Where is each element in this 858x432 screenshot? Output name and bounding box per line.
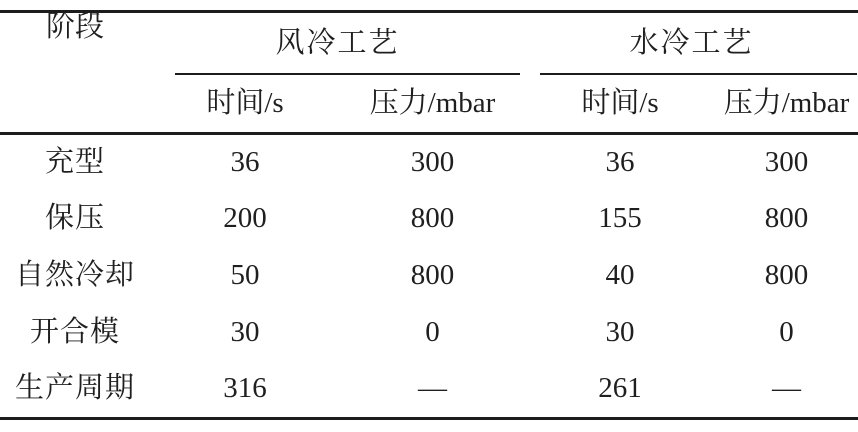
- process-parameters-table: [0, 10, 858, 420]
- spanner-rule-water-cooling: [540, 73, 857, 75]
- row-stage: 自然冷却: [14, 259, 135, 291]
- row-stage: 充型: [44, 145, 105, 178]
- cell-ac-time: 316: [223, 372, 267, 405]
- group-header-water-cooling: [525, 12, 858, 76]
- cell-ac-time: 50: [230, 259, 260, 291]
- process-parameters-table-wrap: [0, 10, 858, 420]
- cell-wc-time: 40: [605, 259, 635, 291]
- cell-ac-time: 30: [230, 316, 260, 348]
- group-label-air-cooling: 风冷工艺: [275, 26, 400, 59]
- row-stage: 保压: [44, 202, 105, 234]
- table-row-filling: [0, 133, 858, 190]
- cell-wc-time: 30: [605, 316, 635, 348]
- cell-ac-time: 36: [230, 145, 260, 178]
- cell-wc-pressure: 300: [764, 145, 809, 178]
- group-header-air-cooling: [150, 12, 525, 76]
- cell-wc-pressure: 800: [764, 259, 809, 291]
- subheader-wc-time: 时间/s: [525, 75, 715, 133]
- table-row-natural-cooling: [0, 247, 858, 304]
- cell-ac-pressure: 800: [410, 259, 455, 291]
- cell-ac-pressure: —: [418, 372, 447, 405]
- cell-wc-pressure: 0: [779, 316, 794, 348]
- group-label-water-cooling: 水冷工艺: [629, 26, 754, 59]
- row-stage: 开合模: [29, 316, 120, 348]
- subheader-wc-pressure: 压力/mbar: [715, 75, 858, 133]
- cell-wc-time: 36: [605, 145, 635, 178]
- table-row-production-cycle: [0, 361, 858, 418]
- table-row-pressure-holding: [0, 190, 858, 247]
- cell-ac-time: 200: [223, 202, 267, 234]
- cell-ac-pressure: 300: [410, 145, 455, 178]
- group-header-row: [0, 12, 858, 76]
- cell-ac-pressure: 800: [410, 202, 455, 234]
- cell-wc-pressure: —: [772, 372, 802, 405]
- cell-ac-pressure: 0: [425, 316, 440, 348]
- cell-wc-pressure: 800: [764, 202, 809, 234]
- spanner-rule-air-cooling: [175, 73, 520, 75]
- stage-column-header: 阶段: [0, 12, 150, 134]
- cell-wc-time: 261: [598, 372, 642, 405]
- cell-wc-time: 155: [598, 202, 642, 234]
- subheader-ac-pressure: 压力/mbar: [340, 75, 525, 133]
- row-stage: 生产周期: [14, 372, 135, 405]
- table-row-mold-open-close: [0, 304, 858, 361]
- subheader-ac-time: 时间/s: [150, 75, 340, 133]
